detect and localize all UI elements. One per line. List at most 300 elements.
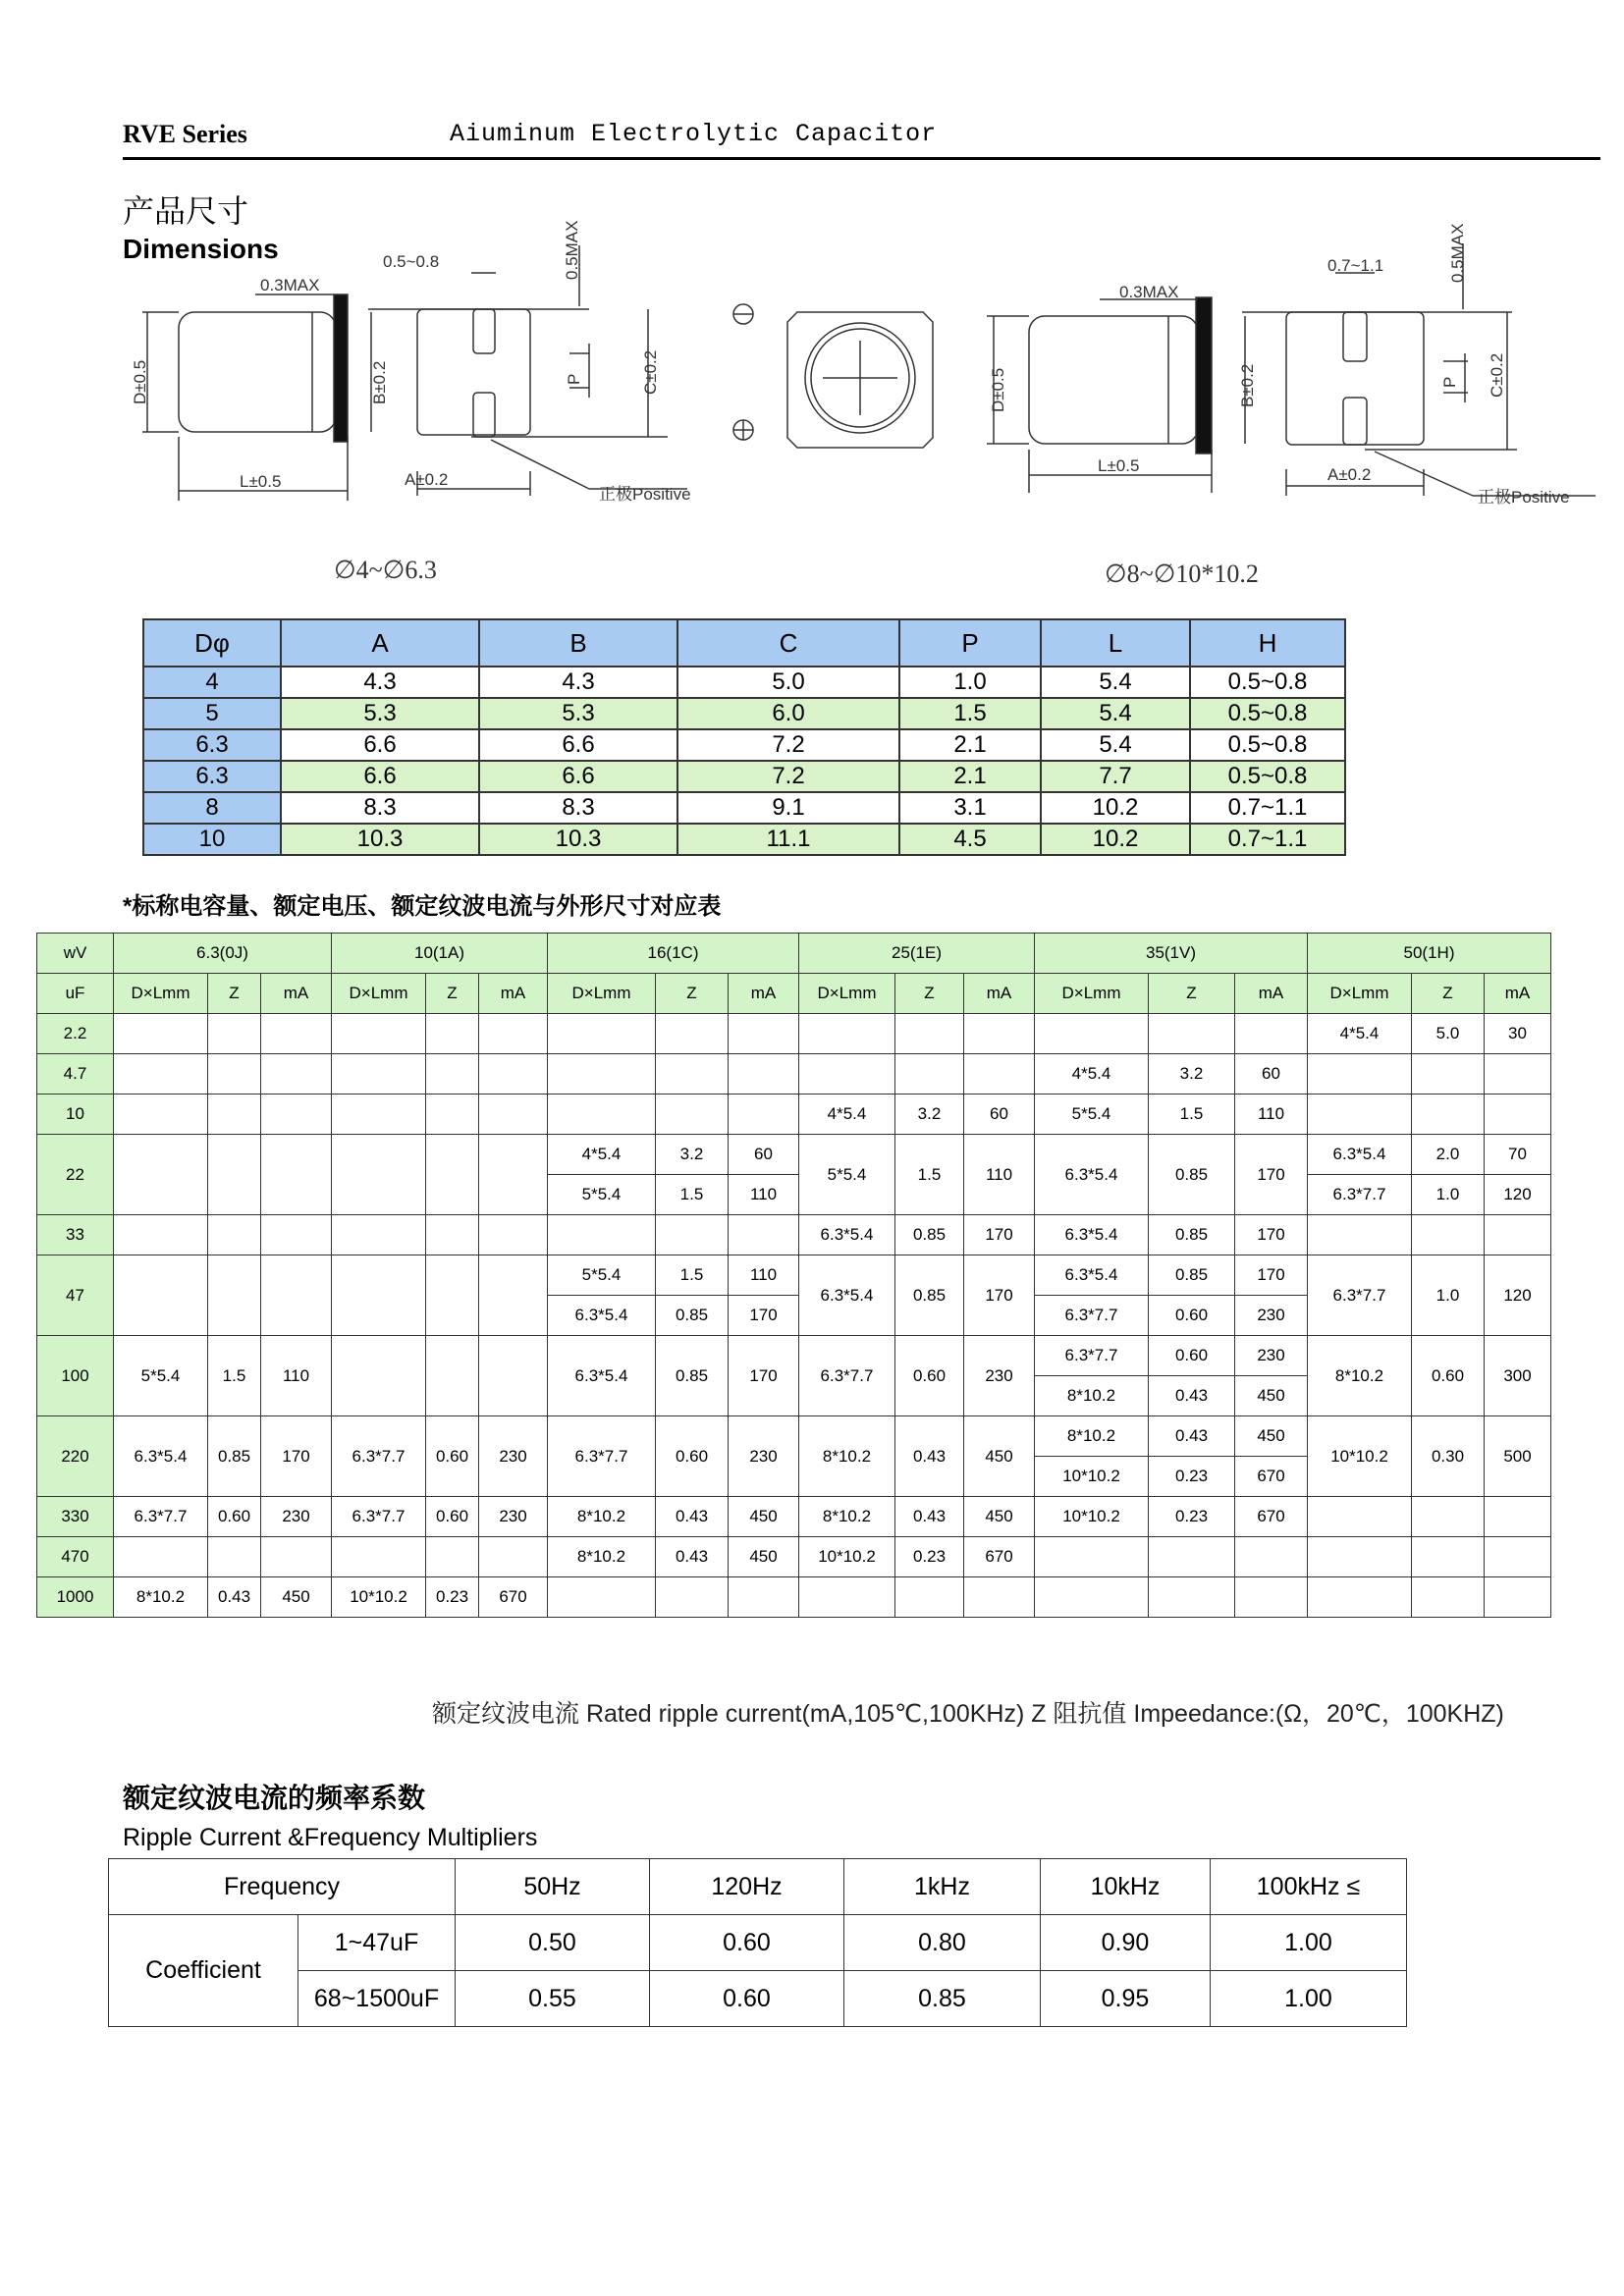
rating-cell: 670 (1235, 1457, 1308, 1497)
empty-cell (114, 1215, 208, 1255)
rating-cell: 0.85 (1149, 1135, 1235, 1215)
capacitance-range: 68~1500uF (298, 1971, 456, 2027)
empty-cell (1485, 1054, 1551, 1095)
coefficient-row (109, 1915, 1407, 1971)
empty-cell (426, 1014, 479, 1054)
empty-cell (1485, 1577, 1551, 1618)
dim-cell: 6.6 (479, 761, 677, 792)
empty-cell (426, 1054, 479, 1095)
rating-row (37, 1054, 1551, 1095)
dim-header-cell: P (899, 619, 1041, 667)
sub-header: mA (479, 974, 548, 1014)
rating-cell: 3.2 (1149, 1054, 1235, 1095)
rating-row (37, 1497, 1551, 1537)
dim-cell: 5.3 (281, 698, 479, 729)
rating-cell: 8*10.2 (1035, 1416, 1149, 1457)
dim-cell: 0.7~1.1 (1190, 792, 1345, 824)
coefficient-cell: 1.00 (1211, 1971, 1407, 2027)
rating-cell: 8*10.2 (1035, 1376, 1149, 1416)
rating-cell: 1.5 (895, 1135, 964, 1215)
rating-cell: 5*5.4 (1035, 1095, 1149, 1135)
dim-header-cell: L (1041, 619, 1190, 667)
empty-cell (114, 1255, 208, 1336)
coefficient-cell: 0.95 (1041, 1971, 1211, 2027)
empty-cell (1235, 1014, 1308, 1054)
empty-cell (548, 1054, 656, 1095)
rating-cell: 1.5 (656, 1255, 729, 1296)
rating-cell: 5*5.4 (799, 1135, 895, 1215)
large-cap-front (1286, 312, 1424, 445)
rating-cell: 170 (729, 1336, 799, 1416)
dim-header-cell: H (1190, 619, 1345, 667)
dim-row (143, 698, 1345, 729)
empty-cell (208, 1095, 261, 1135)
rating-cell: 4*5.4 (799, 1095, 895, 1135)
label-d-large: D±0.5 (989, 367, 1007, 412)
empty-cell (332, 1014, 426, 1054)
rating-cell: 170 (261, 1416, 332, 1497)
empty-cell (729, 1215, 799, 1255)
rating-cell: 10*10.2 (1035, 1497, 1149, 1537)
empty-cell (548, 1577, 656, 1618)
empty-cell (548, 1095, 656, 1135)
rating-cell: 120 (1485, 1255, 1551, 1336)
rating-cell: 0.60 (426, 1497, 479, 1537)
coefficient-cell: 0.60 (650, 1971, 844, 2027)
rating-cell: 670 (964, 1537, 1035, 1577)
rating-cell: 0.85 (895, 1255, 964, 1336)
empty-cell (1149, 1537, 1235, 1577)
empty-cell (1308, 1054, 1412, 1095)
label-c-large: C±0.2 (1488, 352, 1506, 398)
rating-cell: 110 (1235, 1095, 1308, 1135)
rating-cell: 6.3*5.4 (1308, 1135, 1412, 1175)
empty-cell (1035, 1537, 1149, 1577)
series-title: RVE Series (123, 120, 247, 148)
coefficient-cell: 0.80 (844, 1915, 1041, 1971)
dim-cell: 4 (143, 667, 281, 698)
dim-cell: 0.5~0.8 (1190, 667, 1345, 698)
large-cap-body (1029, 316, 1198, 444)
empty-cell (479, 1215, 548, 1255)
rating-cell: 0.43 (208, 1577, 261, 1618)
rating-cell: 450 (729, 1497, 799, 1537)
empty-cell (261, 1255, 332, 1336)
frequency-label: Frequency (109, 1859, 456, 1915)
coefficient-cell: 0.85 (844, 1971, 1041, 2027)
rating-cell: 60 (1235, 1054, 1308, 1095)
dim-cell: 10.3 (281, 824, 479, 855)
empty-cell (479, 1336, 548, 1416)
dim-header-cell: Dφ (143, 619, 281, 667)
rating-cell: 0.85 (656, 1296, 729, 1336)
rating-row (37, 1215, 1551, 1255)
empty-cell (332, 1215, 426, 1255)
rating-cell: 0.85 (1149, 1255, 1235, 1296)
dim-cell: 8.3 (479, 792, 677, 824)
coefficient-row (109, 1971, 1407, 2027)
label-positive-large: 正极Positive (1478, 488, 1570, 507)
dim-cell: 0.5~0.8 (1190, 729, 1345, 761)
rating-cell: 8*10.2 (548, 1497, 656, 1537)
dim-header-cell: A (281, 619, 479, 667)
rating-cell: 1.0 (1412, 1175, 1485, 1215)
ratings-footnote: 额定纹波电流 Rated ripple current(mA,105℃,100KHz) Z 阻抗值 Impeedance:(Ω，20℃，100KHZ) (432, 1700, 1504, 1728)
rating-cell: 6.3*5.4 (799, 1215, 895, 1255)
dimension-drawing (0, 0, 1624, 550)
rating-cell: 4*5.4 (548, 1135, 656, 1175)
empty-cell (729, 1054, 799, 1095)
rating-cell: 0.60 (1149, 1296, 1235, 1336)
dim-cell: 9.1 (677, 792, 899, 824)
rating-cell: 0.60 (1149, 1336, 1235, 1376)
rating-cell: 0.23 (1149, 1457, 1235, 1497)
sub-header-row (37, 974, 1551, 1014)
rating-cell: 0.85 (656, 1336, 729, 1416)
rating-cell: 0.43 (656, 1497, 729, 1537)
dim-cell: 7.2 (677, 729, 899, 761)
empty-cell (114, 1095, 208, 1135)
frequency-table (108, 1858, 1407, 2027)
rating-cell: 230 (261, 1497, 332, 1537)
coefficient-cell: 0.50 (456, 1915, 650, 1971)
sub-header: Z (1149, 974, 1235, 1014)
dim-cell: 8.3 (281, 792, 479, 824)
rating-cell: 230 (1235, 1336, 1308, 1376)
rating-cell: 110 (261, 1336, 332, 1416)
section-title-en: Dimensions (123, 234, 279, 264)
sub-header: mA (729, 974, 799, 1014)
rating-cell: 6.3*5.4 (1035, 1215, 1149, 1255)
rating-cell: 3.2 (656, 1135, 729, 1175)
rating-cell: 6.3*5.4 (548, 1296, 656, 1336)
sub-header: Z (426, 974, 479, 1014)
rating-cell: 170 (964, 1215, 1035, 1255)
empty-cell (114, 1014, 208, 1054)
label-a-small: A±0.2 (405, 470, 449, 489)
empty-cell (1485, 1497, 1551, 1537)
wv-label: wV (37, 934, 114, 974)
empty-cell (895, 1014, 964, 1054)
label-p-small: P (565, 373, 583, 385)
frequency-cell: 50Hz (456, 1859, 650, 1915)
empty-cell (114, 1537, 208, 1577)
rating-cell: 230 (479, 1416, 548, 1497)
rating-cell: 120 (1485, 1175, 1551, 1215)
dim-cell: 5.4 (1041, 729, 1190, 761)
empty-cell (208, 1215, 261, 1255)
rating-cell: 0.23 (1149, 1497, 1235, 1537)
empty-cell (1485, 1095, 1551, 1135)
dim-cell: 6.6 (281, 729, 479, 761)
empty-cell (1035, 1014, 1149, 1054)
empty-cell (479, 1095, 548, 1135)
frequency-cell: 1kHz (844, 1859, 1041, 1915)
empty-cell (1035, 1577, 1149, 1618)
empty-cell (1235, 1577, 1308, 1618)
uf-label: uF (37, 974, 114, 1014)
rating-cell: 10*10.2 (799, 1537, 895, 1577)
sub-header: Z (656, 974, 729, 1014)
rating-cell: 6.3*5.4 (548, 1336, 656, 1416)
dim-cell: 6.6 (281, 761, 479, 792)
empty-cell (1149, 1014, 1235, 1054)
rating-cell: 110 (729, 1255, 799, 1296)
empty-cell (895, 1054, 964, 1095)
empty-cell (656, 1014, 729, 1054)
empty-cell (1308, 1215, 1412, 1255)
dim-header-cell: C (677, 619, 899, 667)
empty-cell (332, 1095, 426, 1135)
rating-cell: 60 (729, 1135, 799, 1175)
capacitance-cell: 470 (37, 1537, 114, 1577)
capacitance-cell: 330 (37, 1497, 114, 1537)
rating-cell: 6.3*7.7 (114, 1497, 208, 1537)
frequency-row (109, 1859, 1407, 1915)
label-05max-small: 0.5MAX (563, 220, 581, 280)
label-d-small: D±0.5 (131, 359, 149, 404)
dim-cell: 5.4 (1041, 698, 1190, 729)
empty-cell (261, 1215, 332, 1255)
empty-cell (1308, 1497, 1412, 1537)
rating-cell: 0.23 (426, 1577, 479, 1618)
dim-row (143, 761, 1345, 792)
empty-cell (1412, 1215, 1485, 1255)
rating-cell: 5.0 (1412, 1014, 1485, 1054)
empty-cell (208, 1255, 261, 1336)
label-c-small: C±0.2 (641, 349, 660, 395)
rating-cell: 10*10.2 (332, 1577, 426, 1618)
empty-cell (964, 1577, 1035, 1618)
empty-cell (1485, 1215, 1551, 1255)
rating-cell: 6.3*5.4 (799, 1255, 895, 1336)
voltage-header: 6.3(0J) (114, 934, 332, 974)
dim-header-cell: B (479, 619, 677, 667)
rating-cell: 170 (1235, 1135, 1308, 1215)
dimension-table (142, 618, 1346, 856)
empty-cell (426, 1135, 479, 1215)
empty-cell (1235, 1537, 1308, 1577)
empty-cell (426, 1215, 479, 1255)
empty-cell (1485, 1537, 1551, 1577)
coefficient-label: Coefficient (109, 1915, 298, 2027)
empty-cell (479, 1255, 548, 1336)
rating-cell: 170 (964, 1255, 1035, 1336)
dim-cell: 5.0 (677, 667, 899, 698)
dim-cell: 4.3 (281, 667, 479, 698)
dim-cell: 0.7~1.1 (1190, 824, 1345, 855)
rating-cell: 1.0 (1412, 1255, 1485, 1336)
empty-cell (799, 1054, 895, 1095)
rating-cell: 1.5 (656, 1175, 729, 1215)
dim-cell: 4.5 (899, 824, 1041, 855)
rating-cell: 300 (1485, 1336, 1551, 1416)
empty-cell (1412, 1054, 1485, 1095)
small-size-range: ∅4~∅6.3 (334, 556, 437, 584)
dim-cell: 2.1 (899, 729, 1041, 761)
dim-cell: 6.3 (143, 729, 281, 761)
dim-row (143, 792, 1345, 824)
empty-cell (261, 1135, 332, 1215)
dim-cell: 8 (143, 792, 281, 824)
dim-cell: 6.3 (143, 761, 281, 792)
rating-row (37, 1135, 1551, 1175)
frequency-cell: 120Hz (650, 1859, 844, 1915)
rating-cell: 6.3*7.7 (1035, 1296, 1149, 1336)
rating-cell: 4*5.4 (1035, 1054, 1149, 1095)
voltage-header: 50(1H) (1308, 934, 1551, 974)
capacitance-cell: 22 (37, 1135, 114, 1215)
rating-cell: 8*10.2 (548, 1537, 656, 1577)
rating-cell: 8*10.2 (114, 1577, 208, 1618)
label-p-large: P (1440, 376, 1459, 388)
sub-header: D×Lmm (114, 974, 208, 1014)
empty-cell (548, 1014, 656, 1054)
rating-cell: 6.3*5.4 (114, 1416, 208, 1497)
empty-cell (1412, 1497, 1485, 1537)
rating-cell: 4*5.4 (1308, 1014, 1412, 1054)
rating-row (37, 1416, 1551, 1457)
sub-header: Z (895, 974, 964, 1014)
section-title-cn: 产品尺寸 (123, 192, 249, 230)
empty-cell (426, 1537, 479, 1577)
rating-cell: 110 (964, 1135, 1035, 1215)
empty-cell (1412, 1095, 1485, 1135)
rating-cell: 30 (1485, 1014, 1551, 1054)
empty-cell (426, 1336, 479, 1416)
rating-cell: 450 (964, 1416, 1035, 1497)
rating-cell: 5*5.4 (548, 1255, 656, 1296)
sub-header: D×Lmm (799, 974, 895, 1014)
dim-cell: 0.5~0.8 (1190, 761, 1345, 792)
ratings-table (36, 933, 1551, 1618)
label-range-large: 0.7~1.1 (1327, 256, 1384, 275)
rating-cell: 0.60 (895, 1336, 964, 1416)
empty-cell (1149, 1577, 1235, 1618)
empty-cell (799, 1577, 895, 1618)
rating-cell: 0.60 (656, 1416, 729, 1497)
rating-cell: 170 (729, 1296, 799, 1336)
label-b-small: B±0.2 (370, 360, 389, 404)
rating-cell: 6.3*7.7 (332, 1497, 426, 1537)
rating-cell: 70 (1485, 1135, 1551, 1175)
dim-cell: 10.3 (479, 824, 677, 855)
rating-cell: 450 (1235, 1416, 1308, 1457)
rating-row (37, 1014, 1551, 1054)
rating-row (37, 1095, 1551, 1135)
rating-cell: 2.0 (1412, 1135, 1485, 1175)
empty-cell (964, 1014, 1035, 1054)
frequency-heading-en: Ripple Current &Frequency Multipliers (123, 1824, 538, 1851)
empty-cell (426, 1255, 479, 1336)
dim-cell: 3.1 (899, 792, 1041, 824)
dim-cell: 5.3 (479, 698, 677, 729)
sub-header: D×Lmm (1035, 974, 1149, 1014)
rating-cell: 60 (964, 1095, 1035, 1135)
rating-cell: 0.43 (1149, 1376, 1235, 1416)
label-a-large: A±0.2 (1327, 465, 1372, 484)
empty-cell (1308, 1095, 1412, 1135)
rating-cell: 230 (964, 1336, 1035, 1416)
rating-cell: 6.3*7.7 (799, 1336, 895, 1416)
empty-cell (114, 1135, 208, 1215)
rating-cell: 6.3*7.7 (548, 1416, 656, 1497)
sub-header: mA (964, 974, 1035, 1014)
empty-cell (208, 1054, 261, 1095)
sub-header: Z (208, 974, 261, 1014)
rating-cell: 670 (479, 1577, 548, 1618)
rating-cell: 230 (479, 1497, 548, 1537)
sub-header: mA (1235, 974, 1308, 1014)
dim-row (143, 729, 1345, 761)
rating-cell: 0.60 (426, 1416, 479, 1497)
coefficient-cell: 1.00 (1211, 1915, 1407, 1971)
sub-header: Z (1412, 974, 1485, 1014)
empty-cell (656, 1577, 729, 1618)
sub-header: mA (1485, 974, 1551, 1014)
voltage-header: 10(1A) (332, 934, 548, 974)
rating-cell: 0.60 (1412, 1336, 1485, 1416)
sub-header: D×Lmm (548, 974, 656, 1014)
frequency-cell: 10kHz (1041, 1859, 1211, 1915)
label-l-small: L±0.5 (240, 472, 282, 491)
rating-cell: 6.3*7.7 (1035, 1336, 1149, 1376)
sub-header: mA (261, 974, 332, 1014)
rating-cell: 8*10.2 (1308, 1336, 1412, 1416)
empty-cell (479, 1537, 548, 1577)
dim-cell: 7.2 (677, 761, 899, 792)
dim-cell: 4.3 (479, 667, 677, 698)
dim-cell: 10.2 (1041, 792, 1190, 824)
dim-cell: 6.6 (479, 729, 677, 761)
dim-cell: 6.0 (677, 698, 899, 729)
empty-cell (479, 1014, 548, 1054)
capacitance-cell: 4.7 (37, 1054, 114, 1095)
dim-row (143, 667, 1345, 698)
empty-cell (332, 1255, 426, 1336)
capacitance-cell: 220 (37, 1416, 114, 1497)
capacitance-range: 1~47uF (298, 1915, 456, 1971)
rating-cell: 500 (1485, 1416, 1551, 1497)
empty-cell (261, 1095, 332, 1135)
rating-cell: 230 (1235, 1296, 1308, 1336)
rating-row (37, 1255, 1551, 1296)
label-range-small: 0.5~0.8 (383, 252, 440, 271)
rating-cell: 5*5.4 (548, 1175, 656, 1215)
rating-cell: 5*5.4 (114, 1336, 208, 1416)
empty-cell (479, 1135, 548, 1215)
capacitance-cell: 1000 (37, 1577, 114, 1618)
rating-cell: 6.3*5.4 (1035, 1135, 1149, 1215)
rating-cell: 0.30 (1412, 1416, 1485, 1497)
rating-cell: 0.43 (656, 1537, 729, 1577)
capacitance-cell: 100 (37, 1336, 114, 1416)
empty-cell (729, 1577, 799, 1618)
dim-cell: 5 (143, 698, 281, 729)
rating-cell: 450 (964, 1497, 1035, 1537)
rating-cell: 450 (1235, 1376, 1308, 1416)
rating-cell: 0.85 (895, 1215, 964, 1255)
empty-cell (799, 1014, 895, 1054)
empty-cell (1412, 1577, 1485, 1618)
empty-cell (114, 1054, 208, 1095)
dim-cell: 7.7 (1041, 761, 1190, 792)
empty-cell (1412, 1537, 1485, 1577)
large-cap-lead (1196, 297, 1212, 454)
empty-cell (548, 1215, 656, 1255)
coefficient-cell: 0.60 (650, 1915, 844, 1971)
empty-cell (261, 1014, 332, 1054)
